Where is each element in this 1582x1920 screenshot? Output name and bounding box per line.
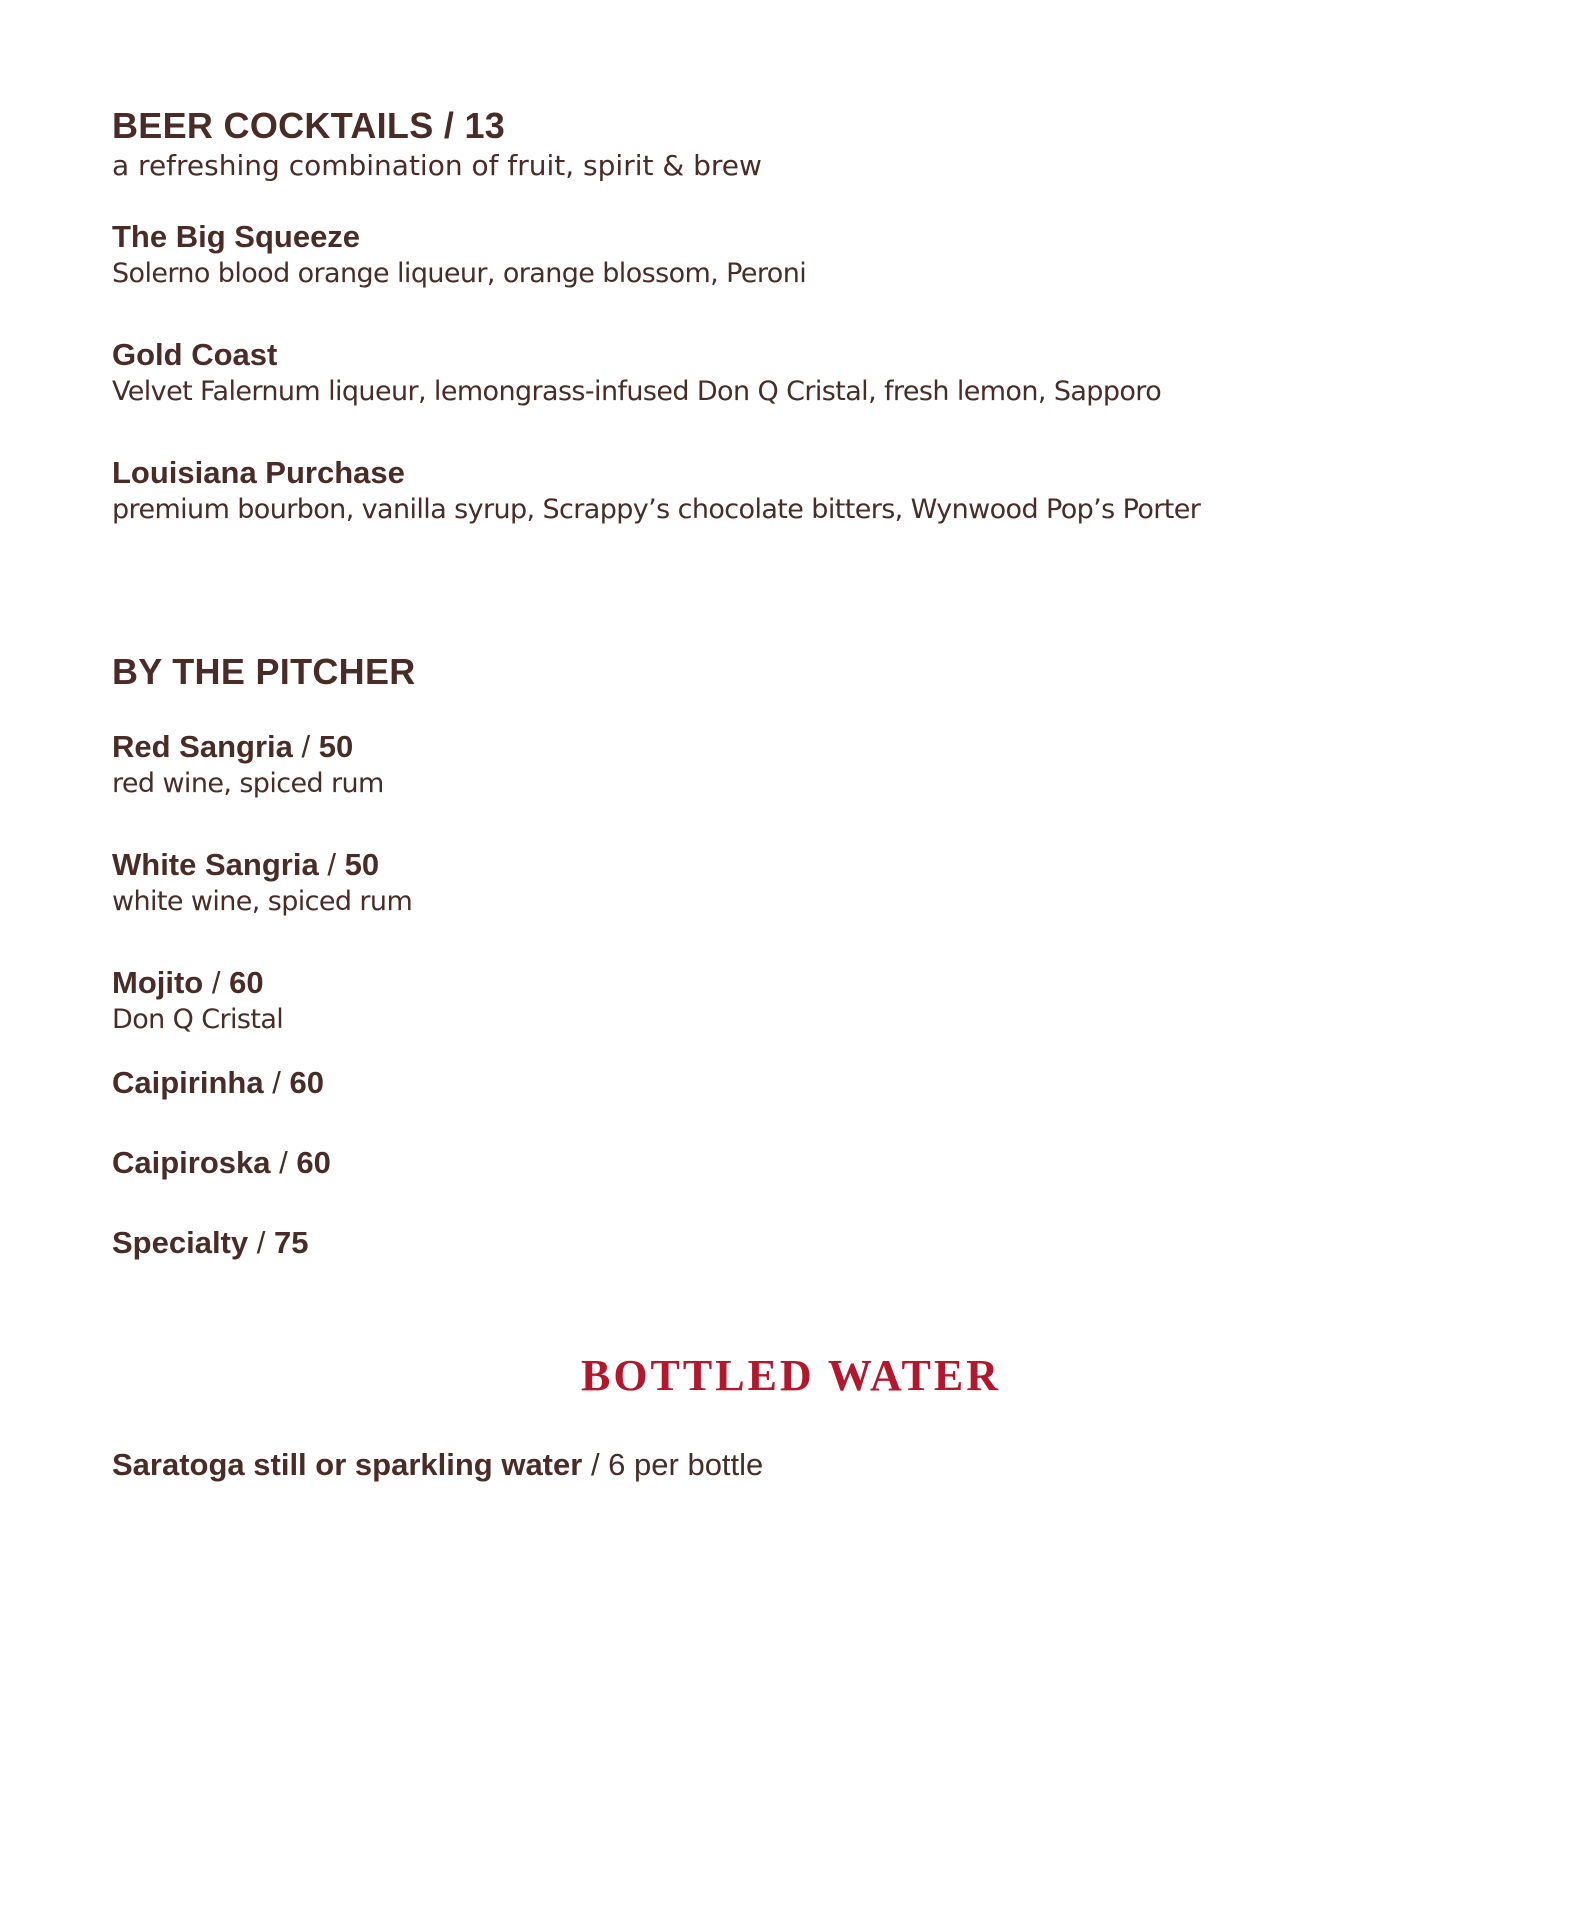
item-description: Solerno blood orange liqueur, orange blossom, Peroni — [112, 258, 807, 289]
item-name: Specialty — [112, 1225, 249, 1260]
price-separator: / — [256, 1225, 266, 1260]
item-name: The Big Squeeze — [112, 219, 361, 254]
item-price: 60 — [229, 965, 264, 1000]
item-price: 50 — [318, 729, 354, 764]
item-name: White Sangria — [112, 847, 319, 882]
item-name-price — [112, 728, 1482, 766]
price-separator: / — [272, 1065, 281, 1100]
item-description: Don Q Cristal — [112, 1004, 284, 1035]
menu-item — [112, 728, 1482, 802]
item-price: / 6 per bottle — [590, 1447, 764, 1482]
price-separator: / — [211, 965, 221, 1000]
item-name-price — [112, 964, 1482, 1002]
menu-item — [112, 1144, 1482, 1182]
item-description: red wine, spiced rum — [112, 768, 384, 799]
item-name-price — [112, 846, 1482, 884]
item-name: Gold Coast — [112, 337, 278, 372]
item-name: Mojito — [112, 965, 204, 1000]
item-name: Caipirinha — [112, 1065, 264, 1100]
beer-cocktails-tagline: a refreshing combination of fruit, spirit & brew — [112, 149, 762, 182]
price-separator: / — [279, 1145, 288, 1180]
item-name-price — [112, 1224, 1482, 1262]
bottled-water-item — [112, 1446, 763, 1484]
menu-item — [112, 846, 1482, 920]
item-description: Velvet Falernum liqueur, lemongrass-infused Don Q Cristal, fresh lemon, Sapporo — [112, 376, 1162, 407]
menu-item — [112, 218, 1482, 292]
item-name: Louisiana Purchase — [112, 455, 405, 490]
item-name: Caipiroska — [112, 1145, 271, 1180]
menu-item — [112, 1064, 1482, 1102]
beer-cocktails-title: BEER COCKTAILS / 13 — [112, 105, 506, 146]
menu-item — [112, 1224, 1482, 1262]
price-separator: / — [327, 847, 336, 882]
item-price: 60 — [296, 1145, 331, 1180]
item-price: 50 — [344, 847, 380, 882]
menu-item — [112, 454, 1482, 528]
menu-item — [112, 964, 1482, 1038]
item-price: 75 — [274, 1225, 309, 1260]
item-price: 60 — [289, 1065, 324, 1100]
menu-item — [112, 336, 1482, 410]
menu-page — [112, 104, 1482, 1262]
item-name-price — [112, 1064, 1482, 1102]
item-name: Saratoga still or sparkling water — [112, 1447, 583, 1482]
price-separator: / — [301, 729, 311, 764]
bottled-water-title: BOTTLED WATER — [580, 1351, 1002, 1400]
beer-cocktails-section — [112, 104, 1482, 528]
item-name: Red Sangria — [112, 729, 293, 764]
item-description: premium bourbon, vanilla syrup, Scrappy’s chocolate bitters, Wynwood Pop’s Porter — [112, 494, 1201, 525]
item-description: white wine, spiced rum — [112, 886, 413, 917]
by-the-pitcher-title: BY THE PITCHER — [112, 651, 416, 692]
by-the-pitcher-section — [112, 650, 1482, 1262]
item-name-price — [112, 1144, 1482, 1182]
